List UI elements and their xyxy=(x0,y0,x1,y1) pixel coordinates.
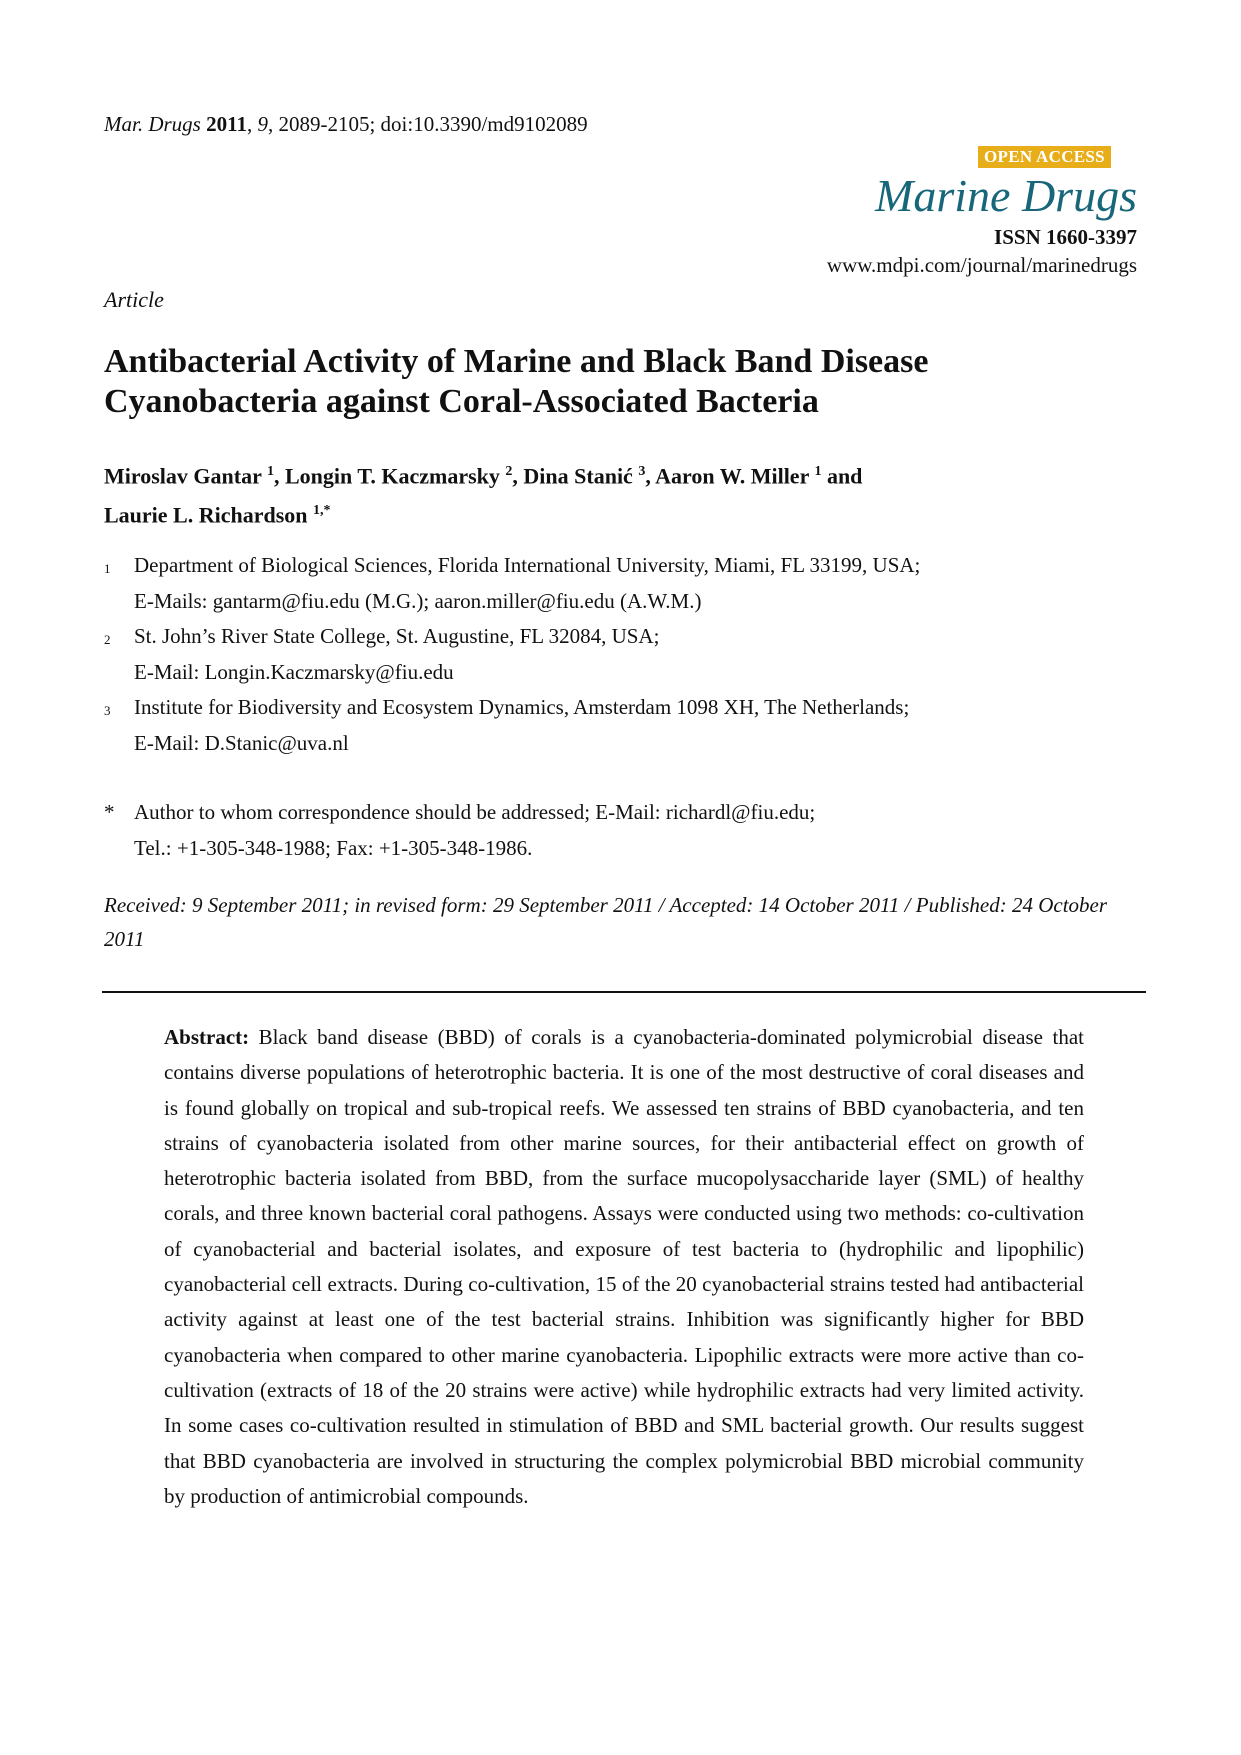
author-name: Longin T. Kaczmarsky xyxy=(284,463,506,489)
abstract xyxy=(164,1020,1084,1514)
author-affiliation-marker: 2 xyxy=(505,464,513,479)
author-affiliation-marker: 1,* xyxy=(313,503,331,519)
affiliation-number: 2 xyxy=(104,632,111,647)
author-separator: and xyxy=(821,463,863,489)
affiliation-email[interactable]: E-Mail: Longin.Kaczmarsky@fiu.edu xyxy=(134,660,454,684)
correspondence-marker: * xyxy=(104,800,115,824)
affiliation-email[interactable]: E-Mails: gantarm@fiu.edu (M.G.); aaron.miller@fiu.edu (A.W.M.) xyxy=(134,589,702,613)
correspondence-line: Author to whom correspondence should be addressed; E-Mail: richardl@fiu.edu; xyxy=(134,800,816,824)
citation-pages-doi: , 2089-2105; doi:10.3390/md9102089 xyxy=(267,112,588,136)
author-name: Laurie L. Richardson xyxy=(104,502,314,528)
journal-name: Marine Drugs xyxy=(875,170,1137,221)
affiliation-email[interactable]: E-Mail: D.Stanic@uva.nl xyxy=(134,731,349,755)
journal-url[interactable]: www.mdpi.com/journal/marinedrugs xyxy=(826,253,1137,277)
publication-dates: Received: 9 September 2011; in revised form: 29 September 2011 / Accepted: 14 October 2011 / Published: 24 October 2011 xyxy=(104,893,1108,951)
affiliation-line: St. John’s River State College, St. Augustine, FL 32084, USA; xyxy=(134,624,660,648)
author-name: Dina Stanić xyxy=(523,463,639,489)
author-separator: , xyxy=(645,463,656,489)
affiliation-number: 3 xyxy=(104,703,111,718)
citation-line: Mar. Drugs 2011, 9, 2089-2105; doi:10.3390/md9102089 xyxy=(104,112,588,136)
issn: ISSN 1660-3397 xyxy=(994,225,1137,249)
author-affiliation-marker: 1 xyxy=(814,464,822,479)
correspondence-contact: Tel.: +1-305-348-1988; Fax: +1-305-348-1986. xyxy=(134,836,533,860)
author-list xyxy=(104,454,1144,533)
author-separator: , xyxy=(512,463,524,489)
affiliation-line: Department of Biological Sciences, Florida International University, Miami, FL 33199, USA; xyxy=(134,553,921,577)
author-name: Aaron W. Miller xyxy=(655,463,815,489)
author-name: Miroslav Gantar xyxy=(104,463,267,489)
author-affiliation-marker: 3 xyxy=(638,464,646,479)
journal-abbrev: Mar. Drugs xyxy=(104,112,201,136)
affiliation-number: 1 xyxy=(104,561,111,576)
author-affiliation-marker: 1 xyxy=(266,464,274,479)
abstract-label: Abstract: xyxy=(164,1025,250,1049)
article-type: Article xyxy=(104,287,164,312)
citation-year: 2011 xyxy=(206,112,247,136)
paper-title: Antibacterial Activity of Marine and Black Band Disease Cyanobacteria against Coral-Associated Bacteria xyxy=(104,343,929,420)
affiliation-line: Institute for Biodiversity and Ecosystem Dynamics, Amsterdam 1098 XH, The Netherlands; xyxy=(134,695,910,719)
citation-volume: 9 xyxy=(257,112,268,136)
author-separator: , xyxy=(273,463,285,489)
abstract-text: Black band disease (BBD) of corals is a cyanobacteria-dominated polymicrobial disease that contains diverse populations of heterotrophic bacteria. It is one of the most destructive of coral diseases and is found globally on tropical and sub-tropical reefs. We assessed ten strains of BBD cyanobacteria, and ten strains of cyanobacteria isolated from other marine sources, for their antibacterial effect on growth of heterotrophic bacteria isolated from BBD, from the surface mucopolysaccharide layer (SML) of healthy corals, and three known bacterial coral pathogens. Assays were conducted using two methods: co-cultivation of cyanobacterial and bacterial isolates, and exposure of test bacteria to (hydrophilic and lipophilic) cyanobacterial cell extracts. During co-cultivation, 15 of the 20 cyanobacterial strains tested had antibacterial activity against at least one of the test bacterial strains. Inhibition was significantly higher for BBD cyanobacteria when compared to other marine cyanobacteria. Lipophilic extracts were more active than co-cultivation (extracts of 18 of the 20 strains were active) while hydrophilic extracts had very limited activity. In some cases co-cultivation resulted in stimulation of BBD and SML bacterial growth. Our results suggest that BBD cyanobacteria are involved in structuring the complex polymicrobial BBD microbial community by production of antimicrobial compounds. xyxy=(164,1025,1084,1508)
open-access-badge: OPEN ACCESS xyxy=(978,146,1111,168)
section-divider xyxy=(102,991,1146,993)
